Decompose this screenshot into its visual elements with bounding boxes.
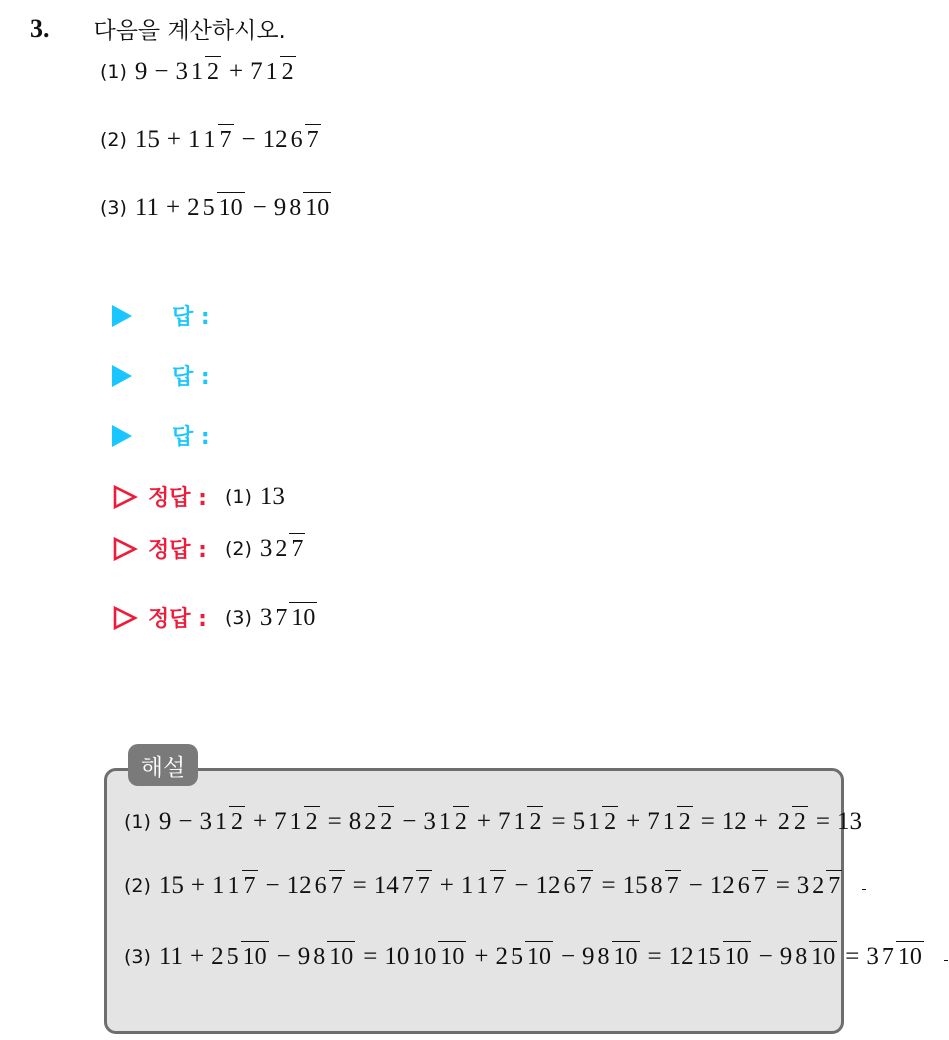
numerator: 2 <box>812 873 825 899</box>
denominator: 7 <box>490 870 506 898</box>
problem-label: (3) <box>124 945 151 968</box>
operator: − <box>758 942 773 970</box>
numerator: 7 <box>881 944 894 970</box>
denominator: 10 <box>303 192 331 220</box>
denominator: 2 <box>677 806 693 834</box>
denominator: 10 <box>327 941 355 969</box>
operator: = <box>363 942 378 970</box>
numerator: 6 <box>290 127 303 153</box>
whole: 3 <box>259 534 273 562</box>
numerator: 5 <box>226 944 239 970</box>
operator: + <box>166 193 181 221</box>
outline-triangle-icon <box>112 536 138 562</box>
fraction <box>362 806 394 837</box>
fraction <box>776 806 808 837</box>
fraction <box>810 870 842 901</box>
explanation-tag: 해설 <box>128 744 198 786</box>
term: 11 <box>134 193 159 221</box>
term: 10 <box>384 942 410 970</box>
operator: + <box>439 871 454 899</box>
denominator: 2 <box>602 806 618 834</box>
operator: + <box>253 807 268 835</box>
numerator: 1 <box>203 127 216 153</box>
operator: + <box>166 125 182 153</box>
denominator <box>944 960 948 964</box>
operator: − <box>265 871 280 899</box>
numerator: 5 <box>510 944 523 970</box>
correct-label: 정답 : <box>148 538 207 563</box>
fraction <box>474 870 506 901</box>
numerator: 8 <box>289 195 302 221</box>
numerator: 10 <box>412 944 437 970</box>
fraction <box>287 192 331 223</box>
term: 12 <box>668 942 694 970</box>
outline-triangle-icon <box>112 605 138 631</box>
term: 15 <box>158 871 184 899</box>
fraction <box>213 806 245 837</box>
explanation-line-3 <box>124 941 949 972</box>
term: 2 <box>495 942 508 970</box>
play-triangle-icon <box>112 425 132 447</box>
operator: − <box>252 193 267 221</box>
fraction <box>225 941 269 972</box>
play-triangle-icon <box>112 305 132 327</box>
term: 12 <box>709 871 735 899</box>
question-instruction: 다음을 계산하시오. <box>93 18 286 44</box>
term: 11 <box>158 942 183 970</box>
correct-label: 정답 : <box>148 486 207 511</box>
denominator: 10 <box>289 602 317 630</box>
denominator: 2 <box>304 806 320 834</box>
fraction <box>858 873 866 898</box>
numerator: 8 <box>313 944 326 970</box>
operator: = <box>815 807 831 835</box>
answer-prompt-3[interactable] <box>112 420 210 451</box>
term: 1 <box>212 871 225 899</box>
problem-label: (2) <box>224 537 252 560</box>
operator: = <box>352 871 367 899</box>
denominator: 10 <box>612 941 640 969</box>
numerator: 1 <box>265 59 278 85</box>
problem-3 <box>100 192 332 223</box>
fraction <box>793 941 837 972</box>
term: 2 <box>211 942 224 970</box>
answer-prompt-1[interactable] <box>112 300 210 331</box>
problem-label: (3) <box>224 606 252 629</box>
operator: − <box>178 807 193 835</box>
operator: = <box>775 871 790 899</box>
fraction <box>661 806 693 837</box>
problem-label: (2) <box>100 128 127 151</box>
denominator: 2 <box>280 56 296 84</box>
fraction <box>940 944 948 969</box>
term: 15 <box>134 125 160 153</box>
numerator: 2 <box>364 809 377 835</box>
denominator: 7 <box>752 870 768 898</box>
fraction <box>201 192 245 223</box>
denominator: 7 <box>577 870 593 898</box>
term: 3 <box>866 942 879 970</box>
problem-label: (1) <box>100 60 127 83</box>
operator: − <box>560 942 576 970</box>
fraction <box>410 941 466 972</box>
term: 13 <box>837 807 863 835</box>
numerator: 6 <box>563 873 576 899</box>
term: 12 <box>535 871 561 899</box>
outline-triangle-icon <box>112 484 138 510</box>
numerator: 15 <box>696 944 721 970</box>
denominator: 7 <box>416 870 432 898</box>
term: 14 <box>373 871 399 899</box>
fraction <box>273 533 305 564</box>
problem-label: (3) <box>100 196 127 219</box>
operator: + <box>190 871 206 899</box>
numerator: 8 <box>650 873 663 899</box>
operator: = <box>647 942 662 970</box>
operator: − <box>276 942 291 970</box>
denominator: 2 <box>527 806 543 834</box>
numerator: 1 <box>513 809 526 835</box>
numerator: 1 <box>289 809 302 835</box>
numerator: 2 <box>275 536 288 562</box>
fraction <box>313 870 345 901</box>
numerator: 8 <box>597 944 610 970</box>
answer-label: 답 : <box>172 425 210 450</box>
whole: 12 <box>262 125 288 153</box>
operator: + <box>229 57 244 85</box>
operator: = <box>700 807 715 835</box>
operator: − <box>514 871 529 899</box>
answer-label: 답 : <box>172 305 210 330</box>
denominator: 7 <box>242 870 258 898</box>
fraction <box>288 806 320 837</box>
fraction <box>695 941 751 972</box>
term: 12 <box>286 871 312 899</box>
term: 9 <box>582 942 595 970</box>
term: 1 <box>460 871 474 899</box>
numerator: 1 <box>476 873 489 899</box>
problem-label: (1) <box>124 810 151 833</box>
numerator: 7 <box>275 605 288 631</box>
operator: = <box>551 807 566 835</box>
operator: + <box>190 942 205 970</box>
problem-label: (1) <box>224 485 252 508</box>
term: 9 <box>779 942 793 970</box>
denominator: 7 <box>665 870 681 898</box>
problem-1 <box>100 56 297 87</box>
numerator: 1 <box>227 873 240 899</box>
fraction <box>311 941 355 972</box>
operator: − <box>154 57 169 85</box>
numerator: 1 <box>215 809 228 835</box>
term: 5 <box>572 807 586 835</box>
fraction <box>561 870 593 901</box>
problem-2 <box>100 124 322 155</box>
denominator <box>862 889 866 893</box>
numerator: 6 <box>737 873 750 899</box>
fraction <box>511 806 543 837</box>
question-header <box>30 12 286 45</box>
denominator: 2 <box>453 806 469 834</box>
numerator: 1 <box>662 809 675 835</box>
operator: + <box>626 807 641 835</box>
numerator: 8 <box>795 944 808 970</box>
explanation-line-1 <box>124 806 862 837</box>
fraction <box>202 124 234 155</box>
term: 8 <box>348 807 362 835</box>
denominator: 10 <box>896 941 924 969</box>
operator: = <box>845 942 860 970</box>
denominator: 7 <box>329 870 345 898</box>
answer-value: 13 <box>259 482 285 510</box>
operator: + <box>476 807 491 835</box>
denominator: 10 <box>438 941 466 969</box>
fraction <box>437 806 469 837</box>
fraction <box>596 941 640 972</box>
term: 3 <box>796 871 810 899</box>
denominator: 10 <box>525 941 553 969</box>
operator: = <box>327 807 342 835</box>
term: 15 <box>622 871 648 899</box>
operator: = <box>601 871 616 899</box>
fraction <box>586 806 618 837</box>
denominator: 2 <box>378 806 394 834</box>
term: 7 <box>274 807 287 835</box>
denominator: 2 <box>229 806 245 834</box>
whole: 1 <box>188 125 201 153</box>
whole: 3 <box>259 603 273 631</box>
operator: − <box>402 807 417 835</box>
denominator: 10 <box>723 941 751 969</box>
operator: − <box>241 125 256 153</box>
denominator: 7 <box>289 533 305 561</box>
term: 7 <box>497 807 511 835</box>
denominator: 7 <box>218 124 234 152</box>
whole: 9 <box>273 193 287 221</box>
numerator: 5 <box>202 195 215 221</box>
fraction <box>649 870 681 901</box>
fraction <box>509 941 553 972</box>
correct-answer-2 <box>112 533 306 564</box>
term: 7 <box>647 807 660 835</box>
problem-label: (2) <box>124 874 151 897</box>
term: 9 <box>297 942 311 970</box>
whole: 2 <box>187 193 200 221</box>
operator: + <box>474 942 489 970</box>
term: 9 <box>158 807 172 835</box>
fraction <box>273 602 317 633</box>
fraction <box>289 124 321 155</box>
numerator: 6 <box>314 873 327 899</box>
numerator: 2 <box>777 809 790 835</box>
play-triangle-icon <box>112 365 132 387</box>
answer-label: 답 : <box>172 365 210 390</box>
fraction <box>189 56 221 87</box>
denominator: 2 <box>792 806 808 834</box>
question-number: 3. <box>30 13 50 43</box>
numerator: 1 <box>588 809 601 835</box>
term: 9 <box>134 57 148 85</box>
operator: + <box>753 807 768 835</box>
term: 12 <box>721 807 747 835</box>
denominator: 7 <box>305 124 321 152</box>
correct-answer-1 <box>112 481 285 512</box>
fraction <box>226 870 258 901</box>
denominator: 7 <box>826 870 842 898</box>
correct-answer-3 <box>112 602 318 633</box>
correct-label: 정답 : <box>148 607 207 632</box>
fraction <box>736 870 768 901</box>
term: 3 <box>199 807 213 835</box>
fraction <box>264 56 296 87</box>
denominator: 10 <box>809 941 837 969</box>
operator: − <box>688 871 703 899</box>
whole: 3 <box>175 57 189 85</box>
answer-prompt-2[interactable] <box>112 360 210 391</box>
denominator: 2 <box>205 56 221 84</box>
fraction <box>880 941 924 972</box>
numerator: 7 <box>401 873 414 899</box>
fraction <box>400 870 432 901</box>
denominator: 10 <box>217 192 245 220</box>
term: 3 <box>423 807 436 835</box>
whole: 7 <box>250 57 263 85</box>
numerator: 1 <box>438 809 451 835</box>
numerator: 1 <box>191 59 204 85</box>
explanation-line-2 <box>124 870 867 901</box>
denominator: 10 <box>241 941 269 969</box>
